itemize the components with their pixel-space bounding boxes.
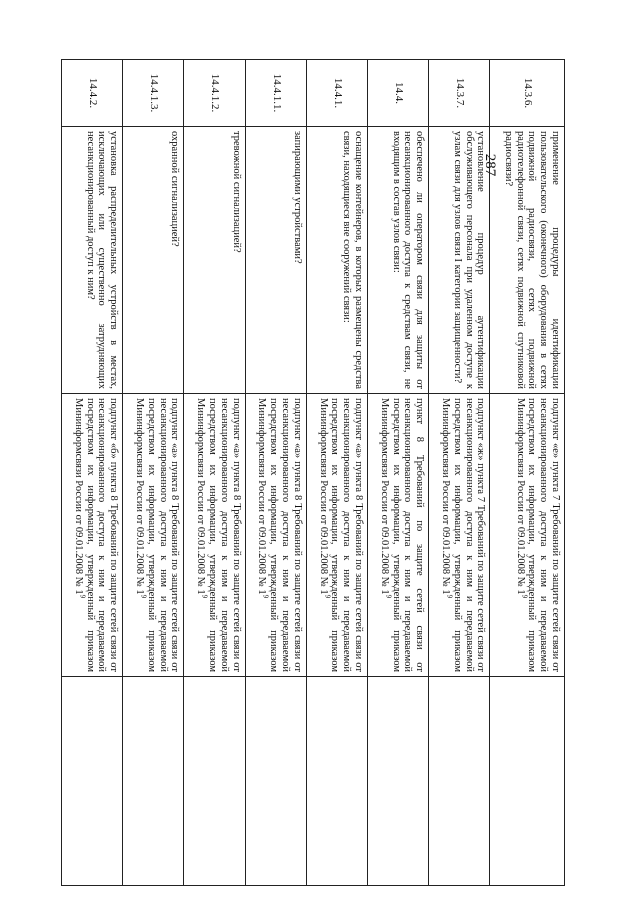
row-number: 14.3.7. [429,60,490,127]
footnote-mark: 9 [384,594,393,599]
table-row [184,60,245,886]
table-row [368,60,429,886]
empty-cell [123,677,184,886]
reference-cell [245,394,306,677]
table-row [490,60,565,886]
empty-cell [306,677,367,886]
question-cell: запирающими устройствами? [245,127,306,394]
row-number: 14.3.6. [490,60,565,127]
reference-text: подпункт «е» пункта 7 Требований по защите сетей связи от несанкционированного доступа к ним и передаваемой посредством их информации, утвержденный приказом Мининформсвязи России от 09.01.2008 № 1 [514,398,561,672]
requirements-table [61,59,565,886]
footnote-mark: 9 [445,594,454,599]
question-cell: оснащение контейнеров, в которых размещены средства связи, находящиеся вне сооружений связи: [306,127,367,394]
row-number: 14.4.1.1. [245,60,306,127]
reference-cell [62,394,123,677]
question-cell: установление процедур аутентификации обслуживающего персонала при удаленном доступе к узлам связи для узлов связи I категории защищенности? [429,127,490,394]
question-cell: обеспечено ли оператором связи для защиты от несанкционированного доступа к средствам связи, не входящим в состав узлов связи: [368,127,429,394]
row-number: 14.4.1. [306,60,367,127]
reference-text: пункт 8 Требований по защите сетей связи от несанкционированного доступа к ним и передаваемой посредством их информации, утвержденный приказом Мининформсвязи России от 09.01.2008 № 1 [378,398,426,672]
reference-cell [123,394,184,677]
reference-cell [184,394,245,677]
reference-text: подпункт «а» пункта 8 Требований по защите сетей связи от несанкционированного доступа к ним и передаваемой посредством их информации, утвержденный приказом Мининформсвязи России от 09.01.2008 № 1 [134,398,181,672]
table-row [123,60,184,886]
reference-text: подпункт «б» пункта 8 Требований по защите сетей связи от несанкционированного доступа к ним и передаваемой посредством их информации, утвержденный приказом Мининформсвязи России от 09.01.2008 № 1 [72,398,120,672]
reference-text: подпункт «а» пункта 8 Требований по защите сетей связи от несанкционированного доступа к ним и передаваемой посредством их информации, утвержденный приказом Мининформсвязи России от 09.01.2008 № 1 [195,398,242,672]
empty-cell [245,677,306,886]
footnote-mark: 9 [520,594,529,599]
row-number: 14.4.2. [62,60,123,127]
question-cell: установка распределительных устройств в местах, исключающих или существенно затрудняющих несанкционированный доступ к ним? [62,127,123,394]
question-cell: тревожной сигнализацией? [184,127,245,394]
reference-text: подпункт «а» пункта 8 Требований по защите сетей связи от несанкционированного доступа к ним и передаваемой посредством их информации, утвержденный приказом Мининформсвязи России от 09.01.2008 № 1 [256,398,303,672]
reference-text: подпункт «ж» пункта 7 Требований по защите сетей связи от несанкционированного доступа к ним и передаваемой посредством их информации, утвержденный приказом Мининформсвязи России от 09.01.2008 № 1 [440,398,487,672]
footnote-mark: 9 [78,594,87,599]
reference-cell [306,394,367,677]
empty-cell [62,677,123,886]
question-cell: охранной сигнализацией? [123,127,184,394]
footnote-mark: 9 [261,594,270,599]
empty-cell [368,677,429,886]
footnote-mark: 9 [323,594,332,599]
table-row [62,60,123,886]
table-row [245,60,306,886]
row-number: 14.4.1.3. [123,60,184,127]
reference-cell [490,394,565,677]
footnote-mark: 9 [139,594,148,599]
row-number: 14.4.1.2. [184,60,245,127]
rotated-table-container [61,59,565,877]
page-number: 287 [482,153,498,177]
question-cell: применение процедуры идентификации пользовательского (оконечного) оборудования в сетях подвижной радиосвязи, сетях подвижной радиотелефонной связи, сетях подвижной спутниковой радиосвязи? [490,127,565,394]
reference-text: подпункт «а» пункта 8 Требований по защите сетей связи от несанкционированного доступа к ним и передаваемой посредством их информации, утвержденный приказом Мининформсвязи России от 09.01.2008 № 1 [317,398,365,672]
row-number: 14.4. [368,60,429,127]
table-row [306,60,367,886]
empty-cell [490,677,565,886]
empty-cell [429,677,490,886]
reference-cell [429,394,490,677]
footnote-mark: 9 [200,594,209,599]
table-row [429,60,490,886]
reference-cell [368,394,429,677]
empty-cell [184,677,245,886]
